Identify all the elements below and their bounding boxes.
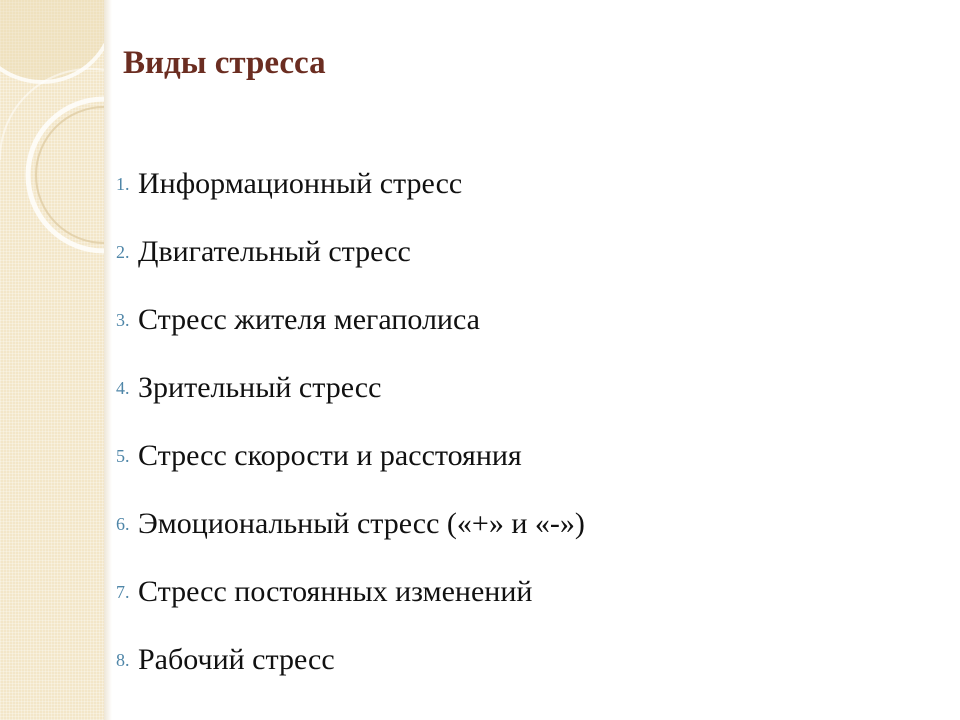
list-item [116, 150, 585, 218]
ring-middle-outer [28, 99, 104, 251]
list-item-number: 1. [116, 173, 130, 194]
list-item [116, 218, 585, 286]
list-item-text: Стресс жителя мегаполиса [138, 303, 480, 336]
list-item-number: 6. [116, 513, 130, 534]
list-item-text: Двигательный стресс [138, 235, 411, 268]
list-item-number: 4. [116, 377, 130, 398]
list-item-text: Стресс постоянных изменений [138, 575, 533, 608]
list-item-number: 2. [116, 241, 130, 262]
list-item [116, 626, 585, 694]
list-item [116, 558, 585, 626]
list-item-number: 8. [116, 649, 130, 670]
list-item [116, 286, 585, 354]
decorative-side-panel [0, 0, 104, 720]
stress-types-list [116, 150, 585, 694]
side-panel-edge [104, 0, 112, 720]
list-item-text: Зрительный стресс [138, 371, 382, 404]
decorative-rings [0, 0, 104, 720]
list-item [116, 490, 585, 558]
list-item-number: 7. [116, 581, 130, 602]
list-item-text: Стресс скорости и расстояния [138, 439, 522, 472]
list-item [116, 354, 585, 422]
list-item-number: 5. [116, 445, 130, 466]
list-item-text: Эмоциональный стресс («+» и «-») [138, 507, 585, 540]
list-item-number: 3. [116, 309, 130, 330]
slide-title: Виды стресса [123, 45, 326, 81]
list-item [116, 422, 585, 490]
list-item-text: Информационный стресс [138, 167, 463, 200]
list-item-text: Рабочий стресс [138, 643, 335, 676]
